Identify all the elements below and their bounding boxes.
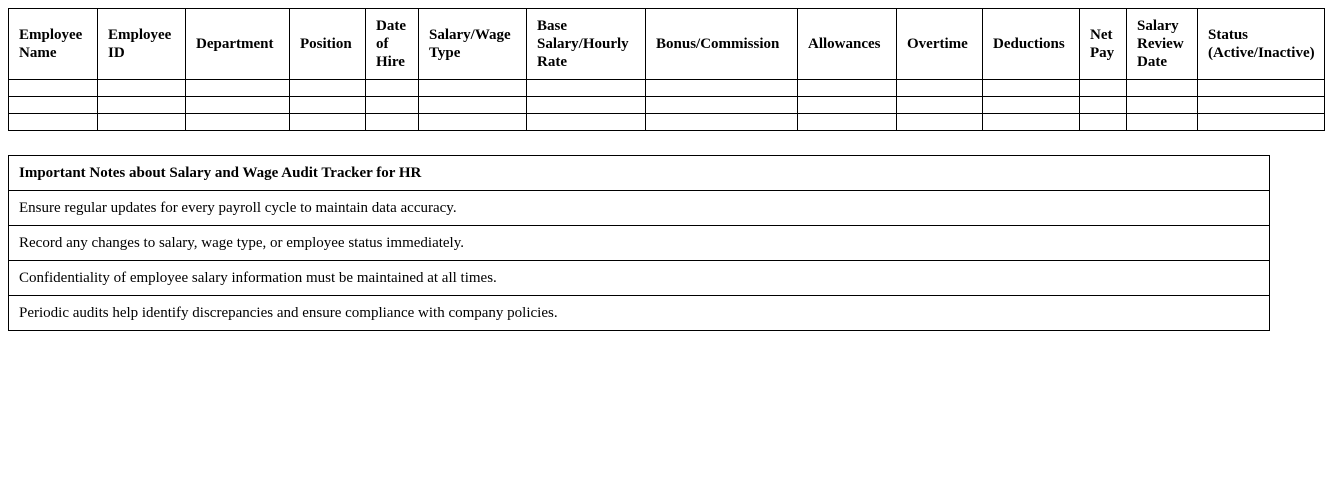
note-row <box>9 226 1270 261</box>
table-cell[interactable] <box>798 97 897 114</box>
table-cell[interactable] <box>98 97 186 114</box>
table-cell[interactable] <box>527 114 646 131</box>
important-notes-table <box>8 155 1270 331</box>
note-text: Record any changes to salary, wage type, or employee status immediately. <box>9 226 1270 261</box>
column-header-bonus-commission: Bonus/Commission <box>646 9 798 80</box>
table-cell[interactable] <box>798 114 897 131</box>
column-header-deductions: Deductions <box>983 9 1080 80</box>
table-cell[interactable] <box>897 114 983 131</box>
column-header-department: Department <box>186 9 290 80</box>
notes-title-row <box>9 156 1270 191</box>
column-header-base-salary-hourly-rate: Base Salary/Hourly Rate <box>527 9 646 80</box>
table-cell[interactable] <box>366 80 419 97</box>
table-cell[interactable] <box>1127 97 1198 114</box>
table-cell[interactable] <box>98 80 186 97</box>
table-cell[interactable] <box>646 114 798 131</box>
table-cell[interactable] <box>646 80 798 97</box>
column-header-salary-wage-type: Salary/Wage Type <box>419 9 527 80</box>
column-header-employee-name: Employee Name <box>9 9 98 80</box>
table-header-row <box>9 9 1325 80</box>
tracker-table-container <box>8 8 1315 131</box>
salary-tracker-table <box>8 8 1325 131</box>
column-header-net-pay: Net Pay <box>1080 9 1127 80</box>
note-row <box>9 296 1270 331</box>
note-text: Periodic audits help identify discrepancies and ensure compliance with company policies. <box>9 296 1270 331</box>
note-text: Ensure regular updates for every payroll cycle to maintain data accuracy. <box>9 191 1270 226</box>
table-cell[interactable] <box>1198 114 1325 131</box>
table-cell[interactable] <box>798 80 897 97</box>
column-header-position: Position <box>290 9 366 80</box>
table-cell[interactable] <box>1198 80 1325 97</box>
table-cell[interactable] <box>1198 97 1325 114</box>
column-header-status: Status (Active/Inactive) <box>1198 9 1325 80</box>
table-cell[interactable] <box>290 114 366 131</box>
table-cell[interactable] <box>983 80 1080 97</box>
table-cell[interactable] <box>9 97 98 114</box>
table-cell[interactable] <box>1080 97 1127 114</box>
table-row <box>9 80 1325 97</box>
table-cell[interactable] <box>897 80 983 97</box>
table-cell[interactable] <box>1127 114 1198 131</box>
table-cell[interactable] <box>1080 80 1127 97</box>
note-row <box>9 261 1270 296</box>
table-cell[interactable] <box>186 97 290 114</box>
table-cell[interactable] <box>527 97 646 114</box>
table-cell[interactable] <box>290 97 366 114</box>
table-cell[interactable] <box>366 114 419 131</box>
column-header-overtime: Overtime <box>897 9 983 80</box>
table-cell[interactable] <box>290 80 366 97</box>
note-row <box>9 191 1270 226</box>
column-header-allowances: Allowances <box>798 9 897 80</box>
table-cell[interactable] <box>419 114 527 131</box>
table-cell[interactable] <box>527 80 646 97</box>
table-cell[interactable] <box>646 97 798 114</box>
column-header-employee-id: Employee ID <box>98 9 186 80</box>
table-row <box>9 97 1325 114</box>
table-cell[interactable] <box>419 80 527 97</box>
table-cell[interactable] <box>897 97 983 114</box>
table-cell[interactable] <box>983 97 1080 114</box>
table-row <box>9 114 1325 131</box>
table-cell[interactable] <box>98 114 186 131</box>
notes-title: Important Notes about Salary and Wage Audit Tracker for HR <box>9 156 1270 191</box>
note-text: Confidentiality of employee salary information must be maintained at all times. <box>9 261 1270 296</box>
table-cell[interactable] <box>1080 114 1127 131</box>
table-cell[interactable] <box>1127 80 1198 97</box>
table-cell[interactable] <box>366 97 419 114</box>
table-cell[interactable] <box>983 114 1080 131</box>
column-header-date-of-hire: Date of Hire <box>366 9 419 80</box>
table-cell[interactable] <box>9 80 98 97</box>
table-cell[interactable] <box>419 97 527 114</box>
table-cell[interactable] <box>9 114 98 131</box>
table-cell[interactable] <box>186 114 290 131</box>
table-cell[interactable] <box>186 80 290 97</box>
column-header-salary-review-date: Salary Review Date <box>1127 9 1198 80</box>
